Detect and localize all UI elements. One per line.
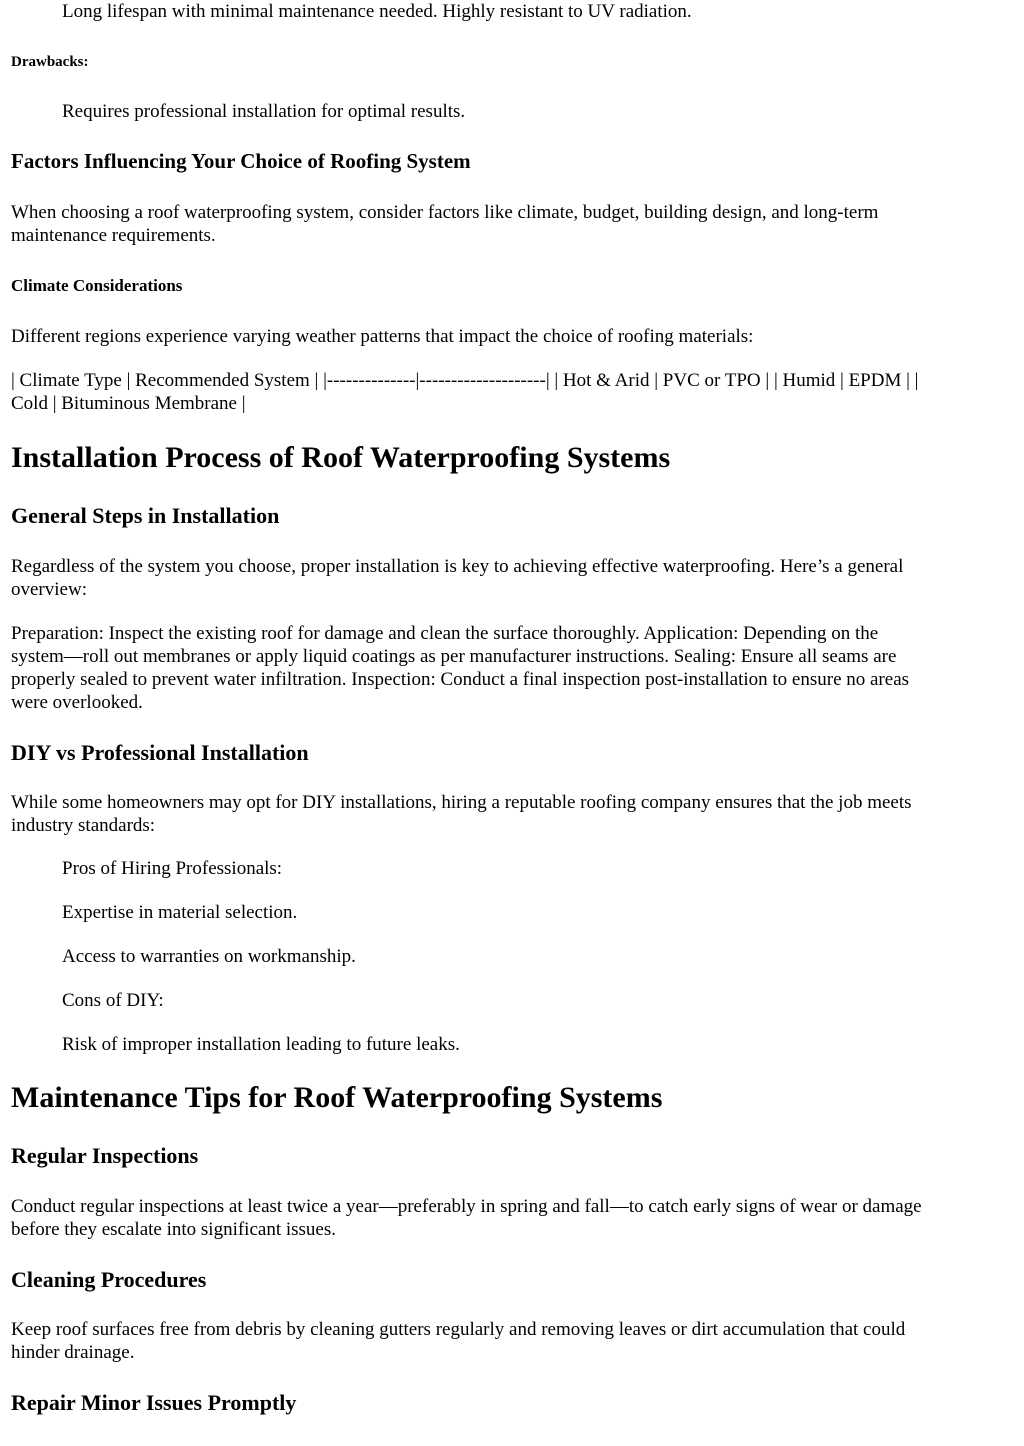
inspections-paragraph-line-2: before they escalate into significant issues.: [11, 1219, 337, 1240]
general-steps-heading: General Steps in Installation: [11, 503, 280, 528]
diy-heading: DIY vs Professional Installation: [11, 740, 309, 765]
diy-paragraph-line-2: industry standards:: [11, 815, 156, 836]
steps-paragraph-line-2: system—roll out membranes or apply liquid coatings as per manufacturer instructions. Sealing: Ensure all seams are: [11, 646, 897, 667]
installation-heading: Installation Process of Roof Waterproofing Systems: [11, 441, 671, 474]
diy-paragraph-line-1: While some homeowners may opt for DIY installations, hiring a reputable roofing company ensures that the job meets: [11, 792, 912, 813]
cleaning-paragraph-line-2: hinder drainage.: [11, 1342, 135, 1363]
general-paragraph-line-1: Regardless of the system you choose, proper installation is key to achieving effective waterproofing. Here’s a general: [11, 556, 904, 577]
inspections-heading: Regular Inspections: [11, 1143, 199, 1168]
pro-item-2: Access to warranties on workmanship.: [62, 946, 356, 967]
factors-heading: Factors Influencing Your Choice of Roofing System: [11, 149, 471, 173]
steps-paragraph-line-1: Preparation: Inspect the existing roof for damage and clean the surface thoroughly. Application: Depending on the: [11, 623, 879, 644]
climate-table-text-line-1: | Climate Type | Recommended System | |--------------|--------------------| | Hot & Arid | PVC or TPO | | Humid | EPDM | |: [11, 370, 919, 391]
pros-label: Pros of Hiring Professionals:: [62, 858, 283, 879]
factors-paragraph-line-1: When choosing a roof waterproofing system, consider factors like climate, budget, building design, and long-term: [11, 202, 879, 223]
drawbacks-label: Drawbacks:: [11, 54, 89, 70]
inspections-paragraph-line-1: Conduct regular inspections at least twice a year—preferably in spring and fall—to catch early signs of wear or damage: [11, 1196, 922, 1217]
steps-paragraph-line-3: properly sealed to prevent water infiltration. Inspection: Conduct a final inspection post-installation to ensure no areas: [11, 669, 910, 690]
general-paragraph-line-2: overview:: [11, 579, 87, 600]
cons-label: Cons of DIY:: [62, 990, 164, 1011]
lifespan-benefit-text: Long lifespan with minimal maintenance needed. Highly resistant to UV radiation.: [62, 1, 692, 22]
cleaning-heading: Cleaning Procedures: [11, 1267, 207, 1292]
climate-heading: Climate Considerations: [11, 276, 183, 295]
drawback-text: Requires professional installation for optimal results.: [62, 101, 466, 122]
repair-heading: Repair Minor Issues Promptly: [11, 1390, 297, 1415]
factors-paragraph-line-2: maintenance requirements.: [11, 225, 216, 246]
pro-item-1: Expertise in material selection.: [62, 902, 298, 923]
climate-table-text-line-2: Cold | Bituminous Membrane |: [11, 393, 246, 414]
cleaning-paragraph-line-1: Keep roof surfaces free from debris by cleaning gutters regularly and removing leaves or dirt accumulation that could: [11, 1319, 906, 1340]
steps-paragraph-line-4: were overlooked.: [11, 692, 143, 713]
con-item-1: Risk of improper installation leading to future leaks.: [62, 1034, 460, 1055]
climate-paragraph: Different regions experience varying weather patterns that impact the choice of roofing materials:: [11, 326, 754, 347]
maintenance-heading: Maintenance Tips for Roof Waterproofing Systems: [11, 1081, 663, 1114]
